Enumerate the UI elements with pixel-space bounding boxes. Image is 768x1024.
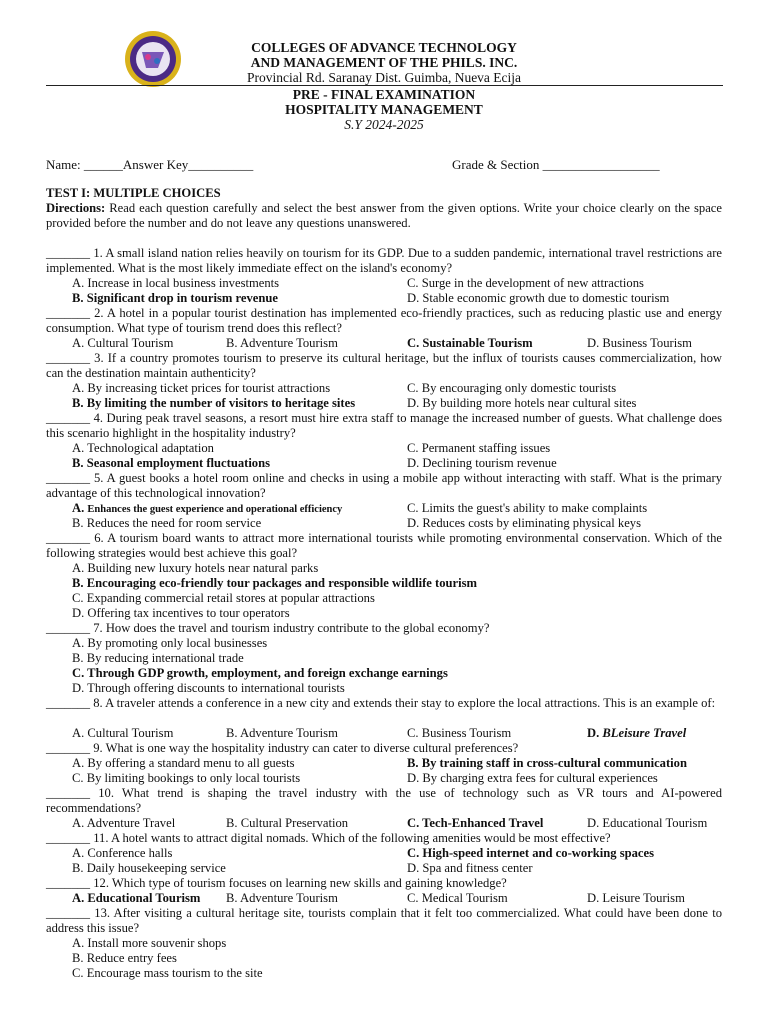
question-8: _______ 8. A traveler attends a conference in a new city and extends their stay to explore the local attractions. This is an example of:: [46, 696, 716, 710]
question-3: _______ 3. If a country promotes tourism to preserve its cultural heritage, but the influx of tourists causes commercialization, how can the destination maintain authenticity?: [46, 351, 722, 380]
q1-choice-c: C. Surge in the development of new attractions: [407, 276, 644, 290]
q5-choice-a-answer: [72, 501, 342, 517]
q7-choice-c-answer: C. Through GDP growth, employment, and foreign exchange earnings: [72, 666, 448, 680]
q2-choice-c-answer: C. Sustainable Tourism: [407, 336, 533, 350]
school-name-line2: AND MANAGEMENT OF THE PHILS. INC.: [250, 55, 518, 70]
q13-choice-c: C. Encourage mass tourism to the site: [72, 966, 263, 980]
question-11: _______ 11. A hotel wants to attract digital nomads. Which of the following amenities would be most effective?: [46, 831, 611, 845]
question-2: _______ 2. A hotel in a popular tourist destination has implemented eco-friendly practices, such as reducing plastic use and energy consumption. What type of tourism trend does this reflect?: [46, 306, 722, 335]
q11-choice-c-answer: C. High-speed internet and co-working spaces: [407, 846, 654, 860]
question-13: _______ 13. After visiting a cultural heritage site, tourists complain that it felt too commercialized. What could have been done to address this issue?: [46, 906, 722, 935]
question-5: _______ 5. A guest books a hotel room online and checks in using a mobile app without interacting with staff. What is the primary advantage of this technological innovation?: [46, 471, 722, 500]
q5-choice-b: B. Reduces the need for room service: [72, 516, 262, 530]
q4-choice-c: C. Permanent staffing issues: [407, 441, 551, 455]
name-row: [46, 157, 722, 172]
q2-choice-d: D. Business Tourism: [587, 336, 692, 350]
exam-title: PRE - FINAL EXAMINATION: [292, 87, 476, 102]
question-1: _______ 1. A small island nation relies heavily on tourism for its GDP. Due to a sudden pandemic, international travel restrictions are implemented. What is the most likely immediate effect on the island's economy?: [46, 246, 722, 275]
q9-choice-d: D. By charging extra fees for cultural experiences: [407, 771, 658, 785]
question-10: _______ 10. What trend is shaping the travel industry with the use of technology such as VR tours and AI-powered recommendations?: [46, 786, 722, 815]
q4-choice-a: A. Technological adaptation: [72, 441, 214, 455]
q3-choice-c: C. By encouraging only domestic tourists: [407, 381, 617, 395]
q5-choice-c: C. Limits the guest's ability to make complaints: [407, 501, 648, 515]
q4-choice-b-answer: B. Seasonal employment fluctuations: [72, 456, 271, 470]
school-address: Provincial Rd. Saranay Dist. Guimba, Nueva Ecija: [246, 70, 522, 85]
q1-choice-b-answer: B. Significant drop in tourism revenue: [72, 291, 278, 305]
q6-choice-b-answer: B. Encouraging eco-friendly tour packages and responsible wildlife tourism: [72, 576, 478, 590]
q8-choice-d-text: BLeisure Travel: [602, 726, 687, 740]
question-12: _______ 12. Which type of tourism focuses on learning new skills and gaining knowledge?: [46, 876, 507, 890]
school-name-line1: COLLEGES OF ADVANCE TECHNOLOGY: [251, 40, 517, 55]
q12-choice-d: D. Leisure Tourism: [587, 891, 685, 905]
directions-text: Read each question carefully and select the best answer from the given options. Write your choice clearly on the space provided before the number and do not leave any questions unanswered.: [46, 201, 722, 230]
q5-choice-a-text: Enhances the guest experience and operational efficiency: [87, 504, 343, 515]
grade-section-label: Grade & Section __________________: [452, 157, 660, 172]
q13-choice-a: A. Install more souvenir shops: [72, 936, 227, 950]
name-value: Answer Key__________: [122, 157, 254, 172]
q11-choice-b: B. Daily housekeeping service: [72, 861, 226, 875]
q12-choice-c: C. Medical Tourism: [407, 891, 508, 905]
q8-choice-c: C. Business Tourism: [407, 726, 512, 740]
q8-choice-d-letter: D.: [587, 726, 600, 740]
question-9: _______ 9. What is one way the hospitality industry can cater to diverse cultural preferences?: [46, 741, 519, 755]
test-title: TEST I: MULTIPLE CHOICES: [46, 186, 221, 200]
q3-choice-b-answer: B. By limiting the number of visitors to heritage sites: [72, 396, 356, 410]
header-divider: [46, 85, 723, 86]
q2-choice-b: B. Adventure Tourism: [226, 336, 338, 350]
q1-choice-d: D. Stable economic growth due to domestic tourism: [407, 291, 670, 305]
q4-choice-d: D. Declining tourism revenue: [407, 456, 557, 470]
q9-choice-c: C. By limiting bookings to only local tourists: [72, 771, 301, 785]
q13-choice-b: B. Reduce entry fees: [72, 951, 177, 965]
directions-label: Directions:: [46, 201, 106, 215]
q8-choice-b: B. Adventure Tourism: [226, 726, 338, 740]
q11-choice-a: A. Conference halls: [72, 846, 173, 860]
q9-choice-b-answer: B. By training staff in cross-cultural communication: [407, 756, 687, 770]
q8-choice-a: A. Cultural Tourism: [72, 726, 174, 740]
question-4: _______ 4. During peak travel seasons, a resort must hire extra staff to manage the increased number of guests. What challenge does this scenario highlight in the hospitality industry?: [46, 411, 722, 440]
q7-choice-b: B. By reducing international trade: [72, 651, 244, 665]
q9-choice-a: A. By offering a standard menu to all guests: [72, 756, 295, 770]
q12-choice-b: B. Adventure Tourism: [226, 891, 338, 905]
q8-choice-d-answer: [587, 726, 686, 741]
q5-choice-a-letter: A.: [72, 501, 85, 515]
question-6: _______ 6. A tourism board wants to attract more international tourists while promoting environmental conservation. Which of the following strategies would best achieve this goal?: [46, 531, 722, 560]
question-7: _______ 7. How does the travel and tourism industry contribute to the global economy?: [46, 621, 490, 635]
q5-choice-d: D. Reduces costs by eliminating physical keys: [407, 516, 641, 530]
q1-choice-a: A. Increase in local business investments: [72, 276, 280, 290]
q6-choice-a: A. Building new luxury hotels near natural parks: [72, 561, 319, 575]
q3-choice-d: D. By building more hotels near cultural sites: [407, 396, 637, 410]
name-label: Name: ______: [46, 157, 123, 172]
q10-choice-c-answer: C. Tech-Enhanced Travel: [407, 816, 544, 830]
subject-title: HOSPITALITY MANAGEMENT: [285, 102, 483, 117]
q6-choice-d: D. Offering tax incentives to tour operators: [72, 606, 290, 620]
q10-choice-b: B. Cultural Preservation: [226, 816, 349, 830]
directions: [46, 201, 722, 231]
q10-choice-d: D. Educational Tourism: [587, 816, 708, 830]
q2-choice-a: A. Cultural Tourism: [72, 336, 174, 350]
q6-choice-c: C. Expanding commercial retail stores at popular attractions: [72, 591, 375, 605]
q7-choice-d: D. Through offering discounts to international tourists: [72, 681, 345, 695]
q7-choice-a: A. By promoting only local businesses: [72, 636, 268, 650]
q12-choice-a-answer: A. Educational Tourism: [72, 891, 201, 905]
school-year: S.Y 2024-2025: [344, 117, 424, 132]
q10-choice-a: A. Adventure Travel: [72, 816, 176, 830]
q11-choice-d: D. Spa and fitness center: [407, 861, 533, 875]
q3-choice-a: A. By increasing ticket prices for tourist attractions: [72, 381, 331, 395]
